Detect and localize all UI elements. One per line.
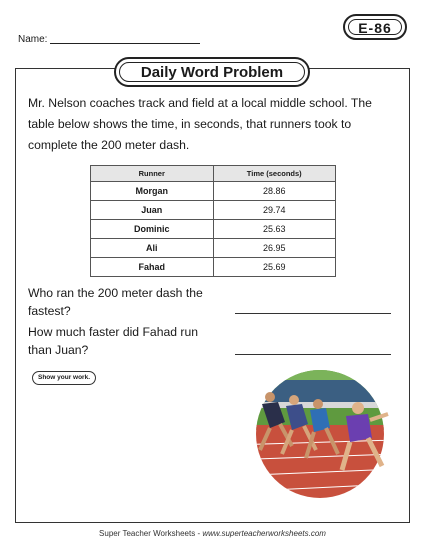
runner-time: 26.95 bbox=[213, 239, 336, 258]
runner-name: Fahad bbox=[91, 258, 214, 277]
column-header-runner: Runner bbox=[91, 166, 214, 182]
runner-name: Juan bbox=[91, 201, 214, 220]
sprinters-photo bbox=[230, 370, 396, 498]
runner-time: 25.63 bbox=[213, 220, 336, 239]
name-label: Name: bbox=[18, 34, 48, 45]
question-1: Who ran the 200 meter dash the fastest? bbox=[28, 286, 203, 318]
runner-times-table bbox=[90, 165, 336, 277]
show-your-work-label: Show your work. bbox=[32, 371, 96, 385]
footer-site: Super Teacher Worksheets bbox=[99, 529, 196, 538]
worksheet-code: E-86 bbox=[348, 19, 402, 35]
runner-name: Ali bbox=[91, 239, 214, 258]
runner-name: Dominic bbox=[91, 220, 214, 239]
question-2: How much faster did Fahad run than Juan? bbox=[28, 325, 199, 357]
footer bbox=[0, 529, 425, 538]
answer-line-1[interactable] bbox=[235, 313, 391, 314]
runner-time: 29.74 bbox=[213, 201, 336, 220]
runner-name: Morgan bbox=[91, 182, 214, 201]
table-header-row bbox=[91, 166, 336, 182]
runner-time: 25.69 bbox=[213, 258, 336, 277]
problem-text: Mr. Nelson coaches track and field at a local middle school. The table below shows the time, in seconds, that runners took to complete the 200 meter dash. bbox=[28, 96, 372, 152]
table-row bbox=[91, 258, 336, 277]
footer-domain[interactable]: www.superteacherworksheets.com bbox=[202, 529, 326, 538]
column-header-time: Time (seconds) bbox=[213, 166, 336, 182]
table-row bbox=[91, 239, 336, 258]
worksheet-code-badge bbox=[343, 14, 407, 40]
table-row bbox=[91, 201, 336, 220]
footer-separator: - bbox=[195, 529, 203, 538]
name-line[interactable] bbox=[50, 43, 200, 44]
table-row bbox=[91, 220, 336, 239]
table-row bbox=[91, 182, 336, 201]
page-title: Daily Word Problem bbox=[119, 62, 305, 82]
answer-line-2[interactable] bbox=[235, 354, 391, 355]
runner-time: 28.86 bbox=[213, 182, 336, 201]
title-banner bbox=[114, 57, 310, 87]
